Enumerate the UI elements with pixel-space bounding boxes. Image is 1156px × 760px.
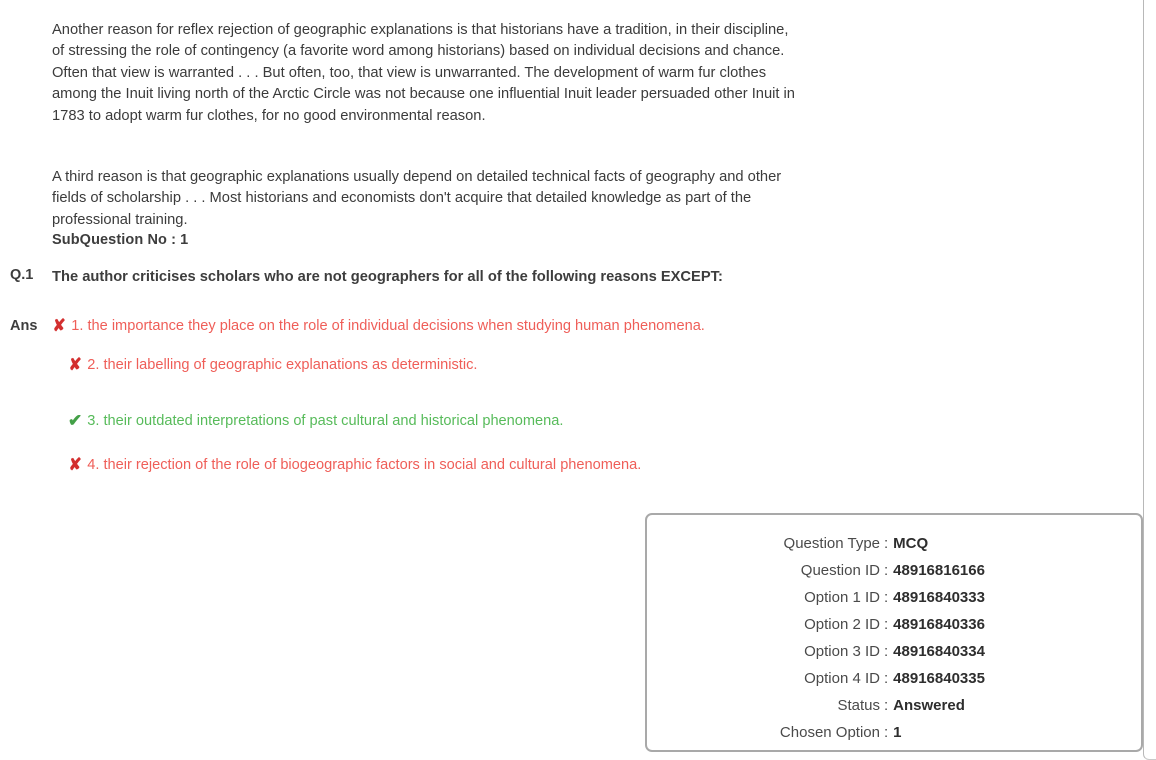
option-text-4: 4. their rejection of the role of biogeographic factors in social and cultural phenomena.: [87, 457, 642, 473]
page-edge: [1143, 0, 1156, 760]
metadata-label: Option 1 ID: [804, 589, 880, 606]
metadata-separator: :: [884, 616, 889, 633]
metadata-value: 48916840334: [893, 643, 985, 660]
metadata-value: MCQ: [893, 535, 929, 552]
option-item-1: [52, 316, 827, 336]
metadata-value: 48916840333: [893, 589, 985, 606]
metadata-row: [647, 584, 1141, 611]
option-item-4: [68, 455, 827, 475]
metadata-row: [647, 719, 1141, 746]
question-row: [10, 267, 810, 287]
metadata-separator: :: [884, 724, 889, 741]
metadata-separator: :: [884, 589, 889, 606]
check-icon: ✔: [68, 411, 83, 430]
metadata-label: Option 2 ID: [804, 616, 880, 633]
metadata-label: Option 4 ID: [804, 670, 880, 687]
metadata-row: [647, 692, 1141, 719]
answer-label: Ans: [10, 318, 38, 334]
question-metadata-box: [645, 513, 1143, 752]
metadata-row: [647, 665, 1141, 692]
metadata-row: [647, 557, 1141, 584]
metadata-separator: :: [884, 697, 889, 714]
metadata-row: [647, 638, 1141, 665]
option-item-3: [68, 411, 827, 431]
cross-icon: ✘: [68, 355, 82, 374]
passage-paragraph-2: A third reason is that geographic explanations usually depend on detailed technical facts of geography and other fields of scholarship . . . Most historians and economists don't acquire that detailed knowledge as part of the professional training.: [52, 168, 782, 228]
cross-icon: ✘: [52, 316, 66, 335]
metadata-value: 48916840335: [893, 670, 985, 687]
subquestion-number: SubQuestion No : 1: [52, 232, 189, 248]
metadata-separator: :: [884, 643, 889, 660]
metadata-label: Question Type: [783, 535, 880, 552]
metadata-row: [647, 530, 1141, 557]
status-badge: Answered: [893, 697, 965, 714]
metadata-label: Status: [837, 697, 880, 714]
metadata-label: Question ID: [800, 562, 880, 579]
question-text: The author criticises scholars who are not geographers for all of the following reasons EXCEPT:: [52, 269, 723, 285]
metadata-row: [647, 611, 1141, 638]
option-item-2: [68, 355, 827, 375]
option-text-2: 2. their labelling of geographic explanations as deterministic.: [87, 357, 478, 373]
passage-paragraph-1: Another reason for reflex rejection of geographic explanations is that historians have a tradition, in their discipline, of stressing the role of contingency (a favorite word among historians) based on individual decisions and chance. Often that view is warranted . . . But often, too, that view is unwarranted. The development of warm fur clothes among the Inuit living north of the Arctic Circle was not because one influential Inuit leader persuaded other Inuit in 1783 to adopt warm fur clothes, for no good environmental reason.: [52, 21, 795, 124]
question-number-label: Q.1: [10, 267, 34, 283]
answer-row: [10, 316, 830, 475]
metadata-separator: :: [884, 535, 889, 552]
option-text-1: 1. the importance they place on the role of individual decisions when studying human phenomena.: [71, 318, 705, 334]
metadata-value: 48916816166: [893, 562, 985, 579]
option-text-3: 3. their outdated interpretations of past cultural and historical phenomena.: [87, 413, 564, 429]
metadata-label: Chosen Option: [779, 724, 880, 741]
metadata-separator: :: [884, 670, 889, 687]
metadata-label: Option 3 ID: [804, 643, 880, 660]
cross-icon: ✘: [68, 455, 82, 474]
metadata-value: 48916840336: [893, 616, 985, 633]
metadata-separator: :: [884, 562, 889, 579]
options-list: [52, 316, 827, 475]
chosen-option-value: 1: [893, 724, 902, 741]
